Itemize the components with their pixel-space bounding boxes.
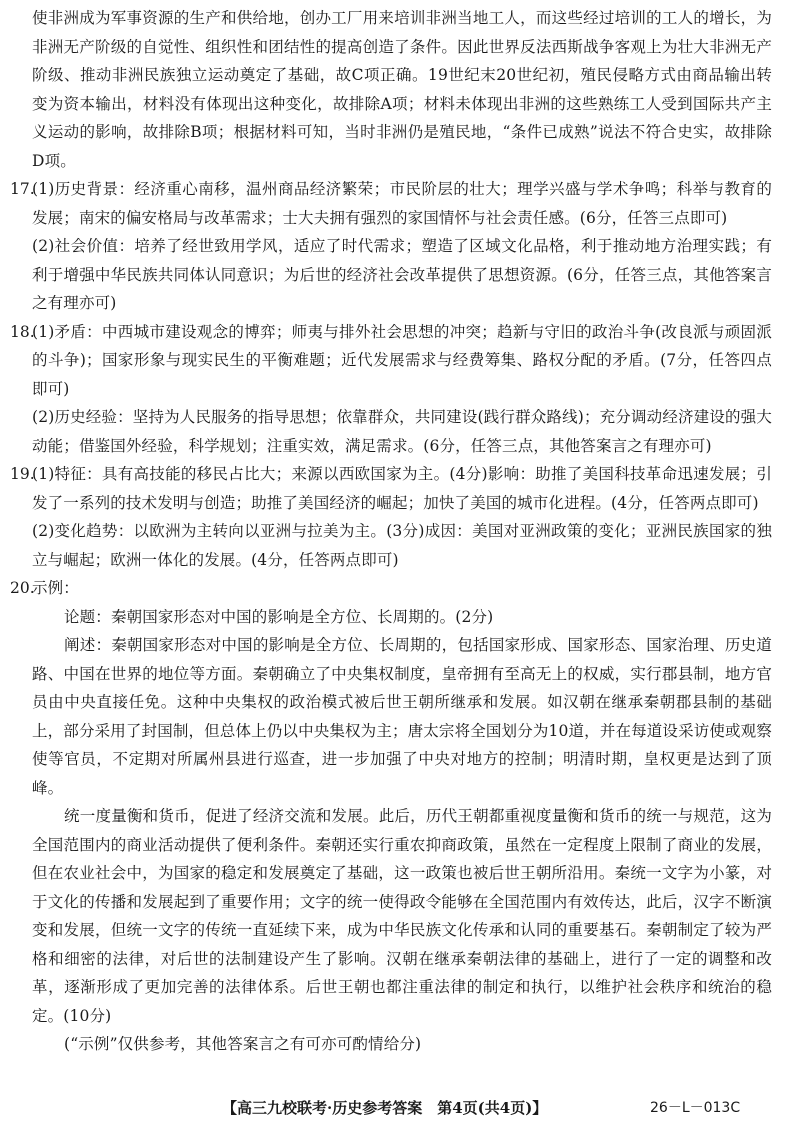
question-20 [0, 574, 800, 1059]
q17-part-1: (1)历史背景：经济重心南移，温州商品经济繁荣；市民阶层的壮大；理学兴盛与学术争鸣；科举与教育的发展；南宋的偏安格局与改革需求；士大夫拥有强烈的家国情怀与社会责任感。(6分，任答三点即可) [32, 180, 772, 227]
q18-part-1: (1)矛盾：中西城市建设观念的博弈；师夷与排外社会思想的冲突；趋新与守旧的政治斗争(改良派与顽固派的斗争)；国家形象与现实民生的平衡难题；近代发展需求与经费筹集、路权分配的矛盾。(7分，任答四点即可) [32, 322, 772, 398]
q20-thesis: 论题：秦朝国家形态对中国的影响是全方位、长周期的。(2分) [64, 607, 494, 626]
question-number: 19. [10, 465, 35, 483]
question-number: 20. [10, 579, 35, 597]
q20-body-1: 阐述：秦朝国家形态对中国的影响是全方位、长周期的，包括国家形成、国家形态、国家治理、历史道路、中国在世界的地位等方面。秦朝确立了中央集权制度，皇帝拥有至高无上的权威，实行郡县制，地方官员由中央直接任免。这种中央集权的政治模式被后世王朝所继承和发展。如汉朝在继承秦朝郡县制的基础上，部分采用了封国制，但总体上仍以中央集权为主；唐太宗将全国划分为10道，并在每道设采访使或观察使等官员，不定期对所属州县进行巡查，进一步加强了中央对地方的控制；明清时期，皇权更是达到了顶峰。 [32, 636, 772, 797]
q20-note: (“示例”仅供参考，其他答案言之有可亦可酌情给分) [64, 1035, 422, 1053]
question-number: 18. [10, 322, 35, 341]
question-number: 17. [10, 180, 35, 198]
q19-part-1: (1)特征：具有高技能的移民占比大；来源以西欧国家为主。(4分)影响：助推了美国科技革命迅速发展；引发了一系列的技术发明与创造；助推了美国经济的崛起；加快了美国的城市化进程。(4分，任答两点即可) [32, 465, 772, 512]
q17-part-2: (2)社会价值：培养了经世致用学风，适应了时代需求；塑造了区域文化品格，利于推动地方治理实践；有利于增强中华民族共同体认同意识；为后世的经济社会改革提供了思想资源。(6分，任答三点，其他答案言之有理亦可) [32, 237, 772, 312]
q19-part-2: (2)变化趋势：以欧洲为主转向以亚洲与拉美为主。(3分)成因：美国对亚洲政策的变化；亚洲民族国家的独立与崛起；欧洲一体化的发展。(4分，任答两点即可) [32, 522, 772, 569]
q18-part-2: (2)历史经验：坚持为人民服务的指导思想；依靠群众，共同建设(践行群众路线)；充分调动经济建设的强大动能；借鉴国外经验，科学规划；注重实效，满足需求。(6分，任答三点，其他答案言之有理亦可) [32, 408, 772, 455]
q20-label: 示例： [32, 579, 79, 597]
page-footer [0, 1096, 800, 1120]
question-17 [0, 175, 800, 318]
question-18 [0, 318, 800, 461]
question-19 [0, 460, 800, 574]
q20-body-2: 统一度量衡和货币，促进了经济交流和发展。此后，历代王朝都重视度量衡和货币的统一与规范，这为全国范围内的商业活动提供了便利条件。秦朝还实行重农抑商政策，虽然在一定程度上限制了商业的发展，但在农业社会中，为国家的稳定和发展奠定了基础，这一政策也被后世王朝所沿用。秦统一文字为小篆，对于文化的传播和发展起到了重要作用；文字的统一使得政令能够在全国范围内有效传达，此后，汉字不断演变和发展，但统一文字的传统一直延续下来，成为中华民族文化传承和认同的重要基石。秦朝制定了较为严格和细密的法律，对后世的法制建设产生了影响。汉朝在继承秦朝法律的基础上，进行了一定的调整和改革，逐渐形成了更加完善的法律体系。后世王朝也都注重法律的制定和执行，以维护社会秩序和统治的稳定。(10分) [32, 807, 772, 1025]
q16-continuation: 使非洲成为军事资源的生产和供给地，创办工厂用来培训非洲当地工人，而这些经过培训的工人的增长，为非洲无产阶级的自觉性、组织性和团结性的提高创造了条件。因此世界反法西斯战争客观上为壮大非洲无产阶级、推动非洲民族独立运动奠定了基础，故C项正确。19世纪末20世纪初，殖民侵略方式由商品输出转变为资本输出，材料没有体现出这种变化，故排除A项；材料未体现出非洲的这些熟练工人受到国际共产主义运动的影响，故排除B项；根据材料可知，当时非洲仍是殖民地，“条件已成熟”说法不符合史实，故排除D项。 [32, 9, 772, 170]
footer-title: 【高三九校联考·历史参考答案 第4页(共4页)】 [222, 1099, 548, 1117]
footer-code: 26－L－013C [650, 1100, 741, 1116]
